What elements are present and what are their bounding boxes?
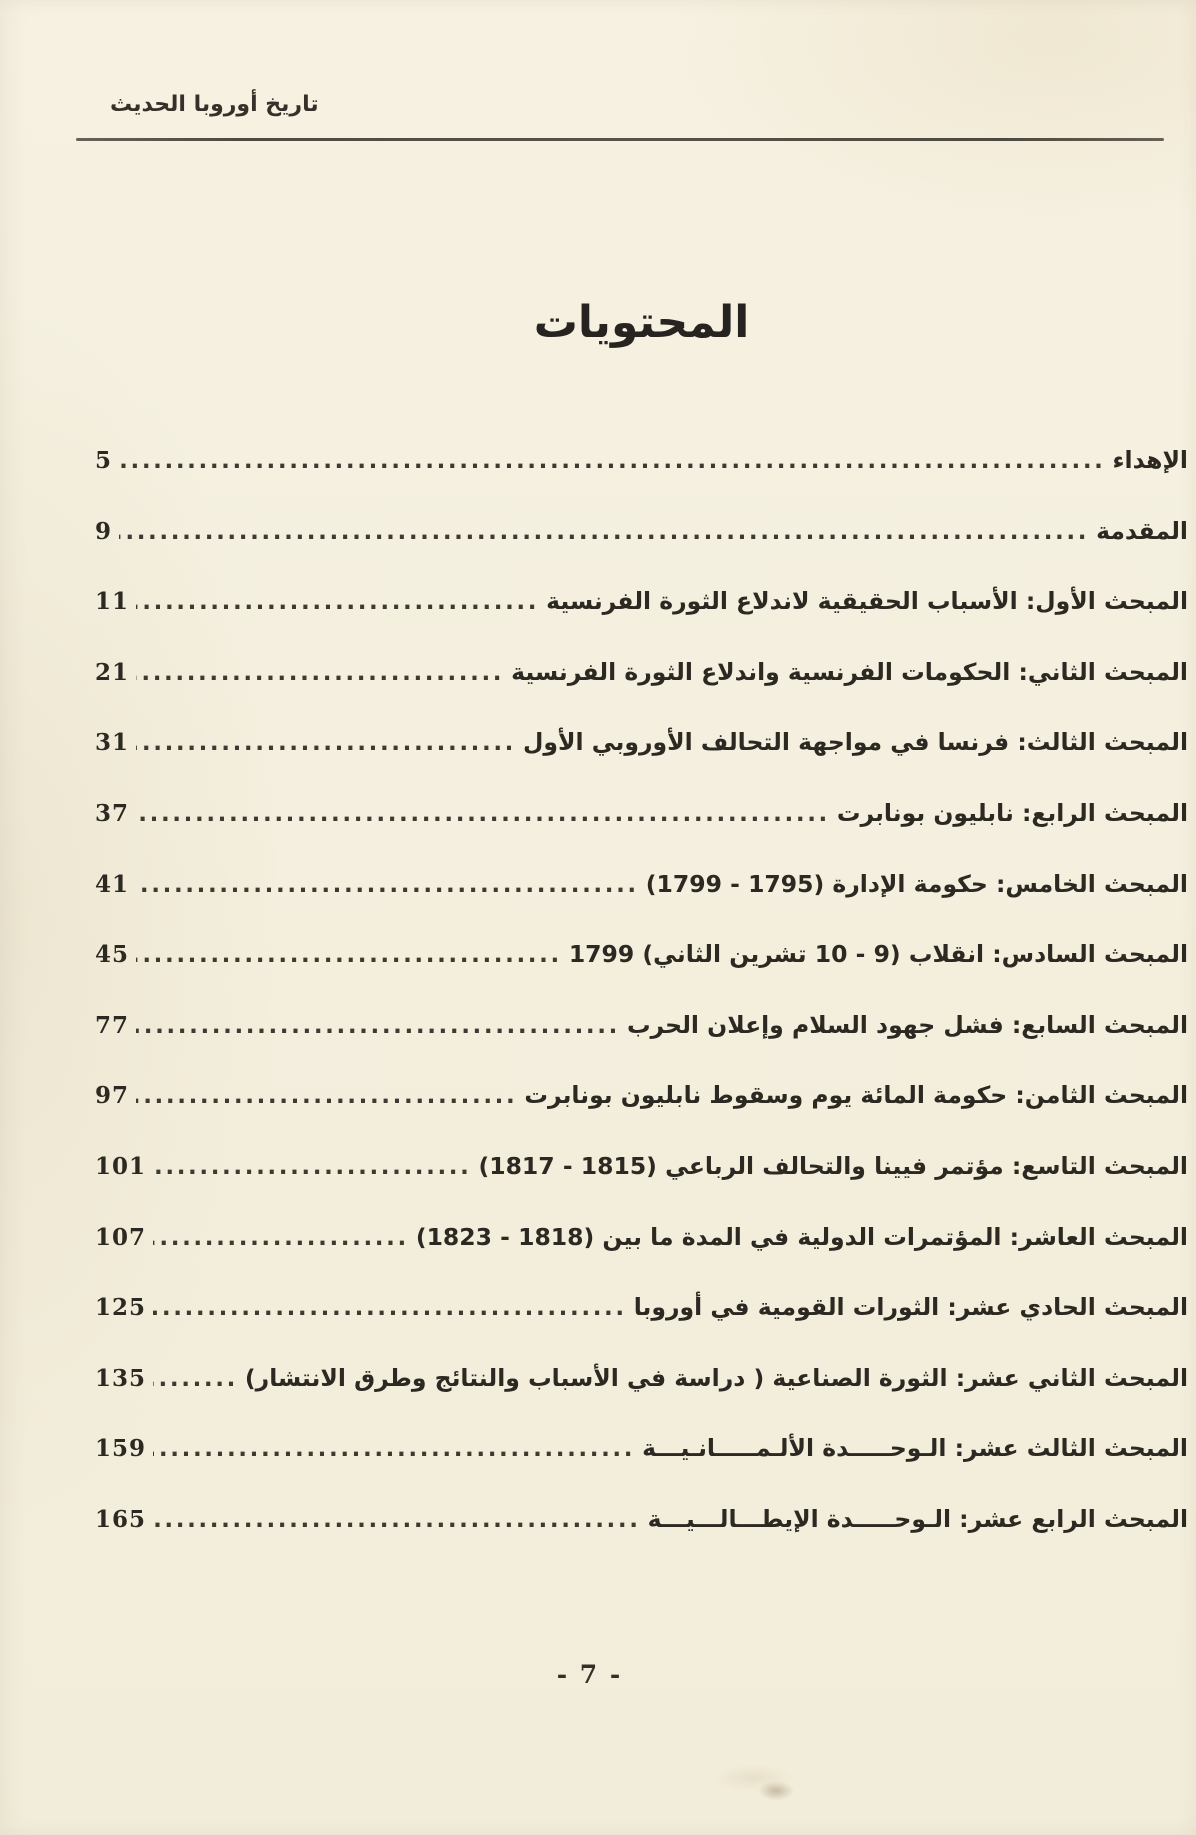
toc-entry-title: المبحث الثامن: حكومة المائة يوم وسقوط نابليون بونابرت [524, 1081, 1188, 1110]
toc-row [95, 446, 1188, 479]
toc-row [95, 1081, 1188, 1114]
toc-entry-page-number: 11 [95, 588, 130, 616]
toc-row [95, 1293, 1188, 1326]
toc-entry-page-number: 21 [95, 658, 130, 686]
toc-entry-title: المبحث الثالث: فرنسا في مواجهة التحالف الأوروبي الأول [523, 728, 1188, 757]
running-head: تاريخ أوروبا الحديث [110, 92, 319, 117]
header-rule [76, 138, 1164, 141]
toc-entry-title: المبحث الثاني عشر: الثورة الصناعية ( دراسة في الأسباب والنتائج وطرق الانتشار) [244, 1363, 1188, 1392]
dotted-leader [136, 658, 504, 686]
toc-entry-title: المبحث الثالث عشر: الـوحـــــدة الألـمـــــانـيـــة [642, 1434, 1188, 1463]
contents-title: المحتويات [533, 297, 750, 348]
page-number-footer: - 7 - [556, 1660, 623, 1689]
toc-entry-page-number: 45 [95, 941, 130, 969]
toc-row [95, 517, 1188, 550]
toc-entry-title: المبحث الحادي عشر: الثورات القومية في أوروبا [633, 1293, 1188, 1322]
toc-entry-title: المبحث الثاني: الحكومات الفرنسية واندلاع الثورة الفرنسية [511, 657, 1188, 686]
toc-entry-title: المبحث السادس: انقلاب (9 - 10 تشرين الثاني) 1799 [568, 940, 1188, 969]
toc-entry-title: المبحث العاشر: المؤتمرات الدولية في المدة ما بين (1818 - 1823) [415, 1222, 1188, 1251]
toc-row [95, 1011, 1188, 1044]
toc-entry-page-number: 125 [95, 1294, 147, 1322]
dotted-leader [153, 1293, 627, 1321]
toc-entry-page-number: 135 [95, 1364, 147, 1392]
toc-row [95, 1364, 1188, 1397]
toc-row [95, 1223, 1188, 1256]
dotted-leader [136, 799, 830, 827]
dotted-leader [153, 1505, 641, 1533]
dotted-leader [153, 1152, 471, 1180]
toc-row [95, 1152, 1188, 1185]
toc-row [95, 799, 1188, 832]
toc-row [95, 1505, 1188, 1538]
dotted-leader [136, 1081, 517, 1109]
toc-row [95, 870, 1188, 903]
toc-entry-title: الإهداء [1112, 446, 1188, 474]
toc-row [95, 940, 1188, 973]
dotted-leader [153, 1364, 238, 1392]
toc-entry-title: المبحث الرابع عشر: الـوحـــــدة الإيطـــالـــيـــة [647, 1504, 1188, 1533]
dotted-leader [136, 1011, 620, 1039]
toc-entry-page-number: 41 [95, 870, 130, 898]
toc-entry-page-number: 5 [95, 447, 113, 474]
toc-entry-page-number: 159 [95, 1435, 147, 1463]
toc-entry-page-number: 77 [95, 1011, 130, 1039]
toc-row [95, 587, 1188, 620]
toc-entry-page-number: 165 [95, 1505, 147, 1533]
toc-entry-page-number: 97 [95, 1082, 130, 1110]
dotted-leader [153, 1223, 409, 1251]
toc-entry-page-number: 107 [95, 1223, 147, 1251]
toc-entry-title: المبحث الخامس: حكومة الإدارة (1795 - 1799) [645, 869, 1188, 898]
toc-entry-title: المبحث الأول: الأسباب الحقيقية لاندلاع الثورة الفرنسية [546, 587, 1188, 616]
dotted-leader [136, 728, 516, 756]
toc-entry-title: المبحث الرابع: نابليون بونابرت [836, 798, 1188, 827]
toc-entry-title: المبحث التاسع: مؤتمر فيينا والتحالف الرباعي (1815 - 1817) [478, 1151, 1188, 1180]
toc-entry-page-number: 9 [95, 517, 113, 545]
dotted-leader [136, 587, 539, 615]
table-of-contents [95, 446, 1188, 1576]
toc-entry-page-number: 101 [95, 1152, 147, 1180]
toc-row [95, 658, 1188, 691]
toc-entry-page-number: 37 [95, 799, 130, 827]
dotted-leader [153, 1434, 635, 1462]
dotted-leader [119, 446, 1105, 474]
dotted-leader [119, 517, 1089, 545]
toc-entry-page-number: 31 [95, 729, 130, 757]
dotted-leader [136, 940, 562, 968]
dotted-leader [136, 870, 639, 898]
toc-row [95, 728, 1188, 761]
toc-row [95, 1434, 1188, 1467]
toc-entry-title: المقدمة [1096, 516, 1188, 545]
toc-entry-title: المبحث السابع: فشل جهود السلام وإعلان الحرب [626, 1010, 1188, 1039]
